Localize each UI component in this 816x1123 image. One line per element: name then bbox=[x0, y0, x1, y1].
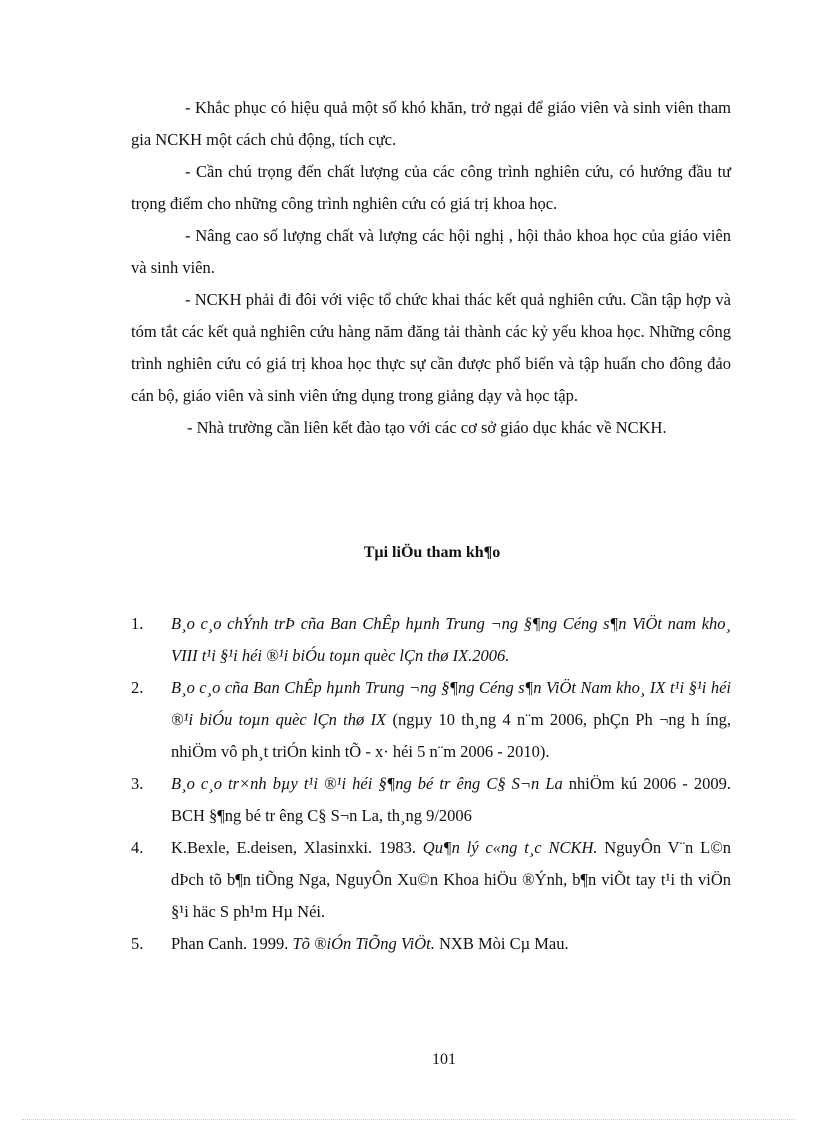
reference-item bbox=[131, 928, 731, 960]
reference-number: 4. bbox=[131, 838, 144, 857]
reference-text: NXB Mòi Cµ Mau. bbox=[434, 934, 569, 953]
paragraph-3: - Nâng cao số lượng chất và lượng các hội nghị , hội thảo khoa học của giáo viên và sinh viên. bbox=[131, 226, 731, 277]
paragraph-1: - Khắc phục có hiệu quả một số khó khăn, trở ngại để giáo viên và sinh viên tham gia NCKH một cách chủ động, tích cực. bbox=[131, 98, 731, 149]
reference-text: NguyÔn V¨n L©n dÞch tõ b¶n tiÕng Nga, NguyÔn Xu©n Khoa hiÖu ®Ýnh, b¶n viÕt tay t¹i th viÖn §¹i häc S ph¹m Hµ Néi. bbox=[171, 838, 731, 921]
reference-number: 2. bbox=[131, 678, 144, 697]
paragraph-2: - Cần chú trọng đến chất lượng của các công trình nghiên cứu, có hướng đầu tư trọng điểm cho những công trình nghiên cứu có giá trị khoa học. bbox=[131, 162, 731, 213]
reference-title: Qu¶n lý c«ng t¸c NCKH. bbox=[422, 838, 598, 857]
paragraph-5: - Nhà trường cần liên kết đào tạo với các cơ sở giáo dục khác về NCKH. bbox=[187, 418, 667, 437]
reference-item bbox=[131, 832, 731, 928]
page-number: 101 bbox=[432, 1051, 456, 1068]
body-text bbox=[131, 92, 731, 444]
reference-item bbox=[131, 608, 731, 672]
footer-divider bbox=[22, 1119, 794, 1120]
reference-title: B¸o c¸o cña Ban ChÊp hµnh Trung ¬ng §¶ng Céng s¶n ViÖt Nam kho¸ IX t¹i §¹i héi ®¹i biÓu toµn quèc lÇn thø IX bbox=[171, 678, 731, 729]
reference-text: nhiÖm kú 2006 - 2009. BCH §¶ng bé tr êng C§ S¬n La, th¸ng 9/2006 bbox=[171, 774, 731, 825]
reference-text: K.Bexle, E.deisen, Xlasinxki. 1983. bbox=[171, 838, 423, 857]
reference-title: B¸o c¸o chÝnh trÞ cña Ban ChÊp hµnh Trung ¬ng §¶ng Céng s¶n ViÖt nam kho¸ VIII t¹i §¹i héi ®¹i biÓu toµn quèc lÇn thø IX.2006. bbox=[171, 614, 731, 665]
reference-title: B¸o c¸o tr×nh bµy t¹i ®¹i héi §¶ng bé tr êng C§ S¬n La bbox=[171, 774, 563, 793]
reference-item bbox=[131, 768, 731, 832]
paragraph-4: - NCKH phải đi đôi với việc tổ chức khai thác kết quả nghiên cứu. Cần tập hợp và tóm tắt các kết quả nghiên cứu hàng năm đăng tải thành các kỷ yếu khoa học. Những công trình nghiên cứu có giá trị khoa học thực sự cần được phổ biến và tập huấn cho đông đảo cán bộ, giáo viên và sinh viên ứng dụng trong giảng dạy và học tập. bbox=[131, 290, 731, 405]
reference-list bbox=[131, 608, 731, 960]
reference-title: Tõ ®iÓn TiÕng ViÖt. bbox=[292, 934, 435, 953]
reference-item bbox=[131, 672, 731, 768]
reference-number: 3. bbox=[131, 774, 144, 793]
references-title: Tµi liÖu tham kh¶o bbox=[363, 544, 501, 561]
reference-number: 1. bbox=[131, 614, 144, 633]
reference-number: 5. bbox=[131, 934, 144, 953]
reference-text: Phan Canh. 1999. bbox=[171, 934, 293, 953]
reference-text: (ngµy 10 th¸ng 4 n¨m 2006, phÇn Ph ¬ng h íng, nhiÖm vô ph¸t triÓn kinh tÕ - x· héi 5 n¨m 2006 - 2010). bbox=[171, 710, 731, 761]
